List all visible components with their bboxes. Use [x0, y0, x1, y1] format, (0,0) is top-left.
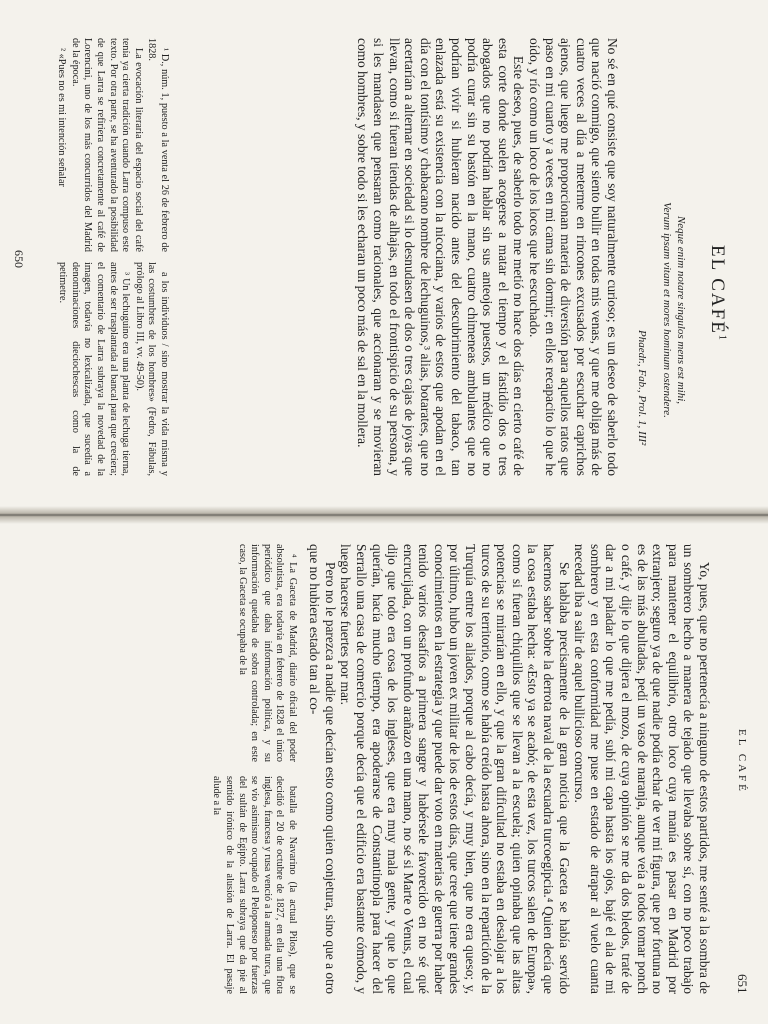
- page-number: 651: [735, 974, 750, 994]
- footnote: batalla de Navarino (la actual Pilos), que se decidió el 20 de octubre de 1827, en ella una flota inglesa, francesa y rusa venció a la armada turca, que se vio asimismo ocupado el Peloponeso por fuerzas del sultán de Egipto. Larra subraya que da pie al sentido irónico de la alusión de Larra. El pasaje alude a la: [211, 776, 298, 994]
- footnotes-column-1: [54, 38, 170, 252]
- chapter-title: EL CAFÉ$^1$: [707, 245, 728, 342]
- footnotes-column-2: [55, 262, 170, 476]
- footnote: a los individuos / sino mostrar la vida misma y las costumbres de los hombres» (Fedro, Fábulas, prólogo al Libro III, vv. 49-50).: [133, 262, 170, 476]
- running-head: EL CAFÉ: [736, 729, 748, 794]
- epigraph-line-2: Verum ipsam vitam et mores hominum ostendere.: [661, 202, 673, 418]
- paragraph: Este deseo, pues, de saberlo todo me metió no hace dos días en cierto café de esta corte donde suelen acogerse a matar el tiempo y el fastidio dos o tres abogados que no podrían hablar sin sus anteojos puestos, un médico que no podría curar sin su bastón en la mano, cuatro chimeneas ambulantes que no podrían vivir si hubieran nacido antes del descubrimiento del tabaco, tan enlazada está su existencia con la nicociana, y varios de estos que apodan en el día con el tontísimo y chabacano nombre de lechuguinos,³ alias, botarates, que no acertarían a alternar en sociedad si lo desnudasen de dos o tres cajas de joyas que llevan, como si fueran tiendas de alhajas, en todo el frontispicio de su persona, y si les mandasen que pensaran como racionales, que accionaran y se movieran como hombres, y sobre todo si les echaran un poco más de sal en la mollera.: [355, 38, 527, 476]
- footnotes-column-2: [209, 776, 298, 994]
- page-651: [0, 524, 768, 1024]
- footnote: ³ Un lechuguino era una planta de lechuga tierna, antes de ser trasplantada al bancal para que creciera; el comentario de Larra subraya la novedad de la imagen, todavía no lexicalizada, que sucedía a denominaciones dieciochescas como la de petimetre.: [57, 262, 132, 476]
- epigraph-line-1: Neque enim notare singulos mens est mihi,: [675, 215, 687, 405]
- book-gutter: [0, 506, 768, 524]
- epigraph: [660, 150, 688, 470]
- right-body-text: [307, 544, 712, 994]
- footnote: ⁴ La Gaceta de Madrid, diario oficial del poder absolutista, era todavía en febrero de 1828 el único periódico que daba información política, y su información quedaba de sobra controlada; en este caso, la Gaceta se ocupaba de la: [236, 544, 298, 762]
- epigraph-source: Phaedr., Fab., Prol. 1, III²: [636, 330, 648, 446]
- paragraph: Se hablaba precisamente de la gran noticia que la Gaceta se había servido hacernos saber sobre la derrota naval de la escuadra turcoegipcia.⁴ Quien decía que la cosa estaba hecha: «Esto ya se acabó; de esta vez, los turcos salen de Europa», como si fueran chiquillos que se llevan a la escuela; quien opinaba que las altas potencias se mirarían en ello, y que la gran dificultad no estaba en desalojar a los turcos de su territorio, como se había creído hasta ahora, sino en la repartición de la Turquía entre los aliados, porque al cabo decía, y muy bien, que no era queso; y, por último, hubo un joven ex militar de los de estos días, que cree que tiene grandes conocimientos en la estrategia y que puede dar voto en materias de guerra por haber tenido varios desafíos a primera sangre y habérsele favorecido en no sé qué encrucijada, con un profundo arañazo en una mano, no sé si Marte o Venus, el cual dijo que todo era cosa de los ingleses, que era muy mala gente, y que lo que querían, hacía mucho tiempo, era apoderarse de Constantinopla para hacer del Serrallo una casa de comercio porque decía que el edificio era bastante cómodo, y luego hacerse fuertes por mar.: [338, 544, 572, 994]
- footnote: ² «Pues no es mi intención señalar: [56, 48, 68, 187]
- paragraph: No sé en qué consiste que soy naturalmente curioso; es un deseo de saberlo todo que nació conmigo, que siento bullir en todas mis venas, y que me obliga más de cuatro veces al día a meterme en rincones excusados por escuchar caprichos ajenos, que luego me proporcionan materia de diversión para aquellos ratos que paso en mi cuarto y a veces en mi cama sin dormir; en ellos recapacito lo que he oído, y río como un loco de los locos que he escuchado.: [527, 38, 620, 476]
- left-body-text: [355, 38, 620, 476]
- footnote: ¹ D., núm. 1, puesto a la venta el 26 de febrero de 1828.: [146, 38, 170, 252]
- page-number: 650: [12, 250, 26, 268]
- paragraph: Yo, pues, que no pertenecía a ninguno de estos partidos, me senté a la sombra de un sombrero hecho a manera de tejado que llevaba sobre sí, con no poco trabajo para mantener el equilibrio, otro loco cuya manía es pasar en Madrid por extranjero; seguro ya de que nadie podía echar de ver mi figura, que por fortuna no es de las más abultadas, pedí un vaso de naranja, aunque veía a todos tomar ponch o café, y dije lo que dijera el mozo, de cuya opinión se me da dos bledos, traté de dar a mi paladar lo que me pedía, subí mi capa hasta los ojos, bajé el ala de mi sombrero y en esta conformidad me puse en estado de atrapar al vuelo cuanta necedad iba a salir de aquel bullicioso concurso.: [572, 544, 712, 994]
- footnote: La evocación literaria del espacio social del café tenía ya cierta tradición cuando Larra compuso este texto. Por otra parte, se ha aventurado la posibilidad de que Larra se refiriera concretamente al café de Lorencini, uno de los más concurridos del Madrid de la época.: [69, 38, 144, 252]
- footnotes-column-1: [234, 544, 298, 762]
- page-650: [0, 0, 768, 506]
- paragraph: Pero no le parezca a nadie que decían esto como quien conjetura, sino que a otro que no hubiera estado tan al co-: [307, 544, 338, 994]
